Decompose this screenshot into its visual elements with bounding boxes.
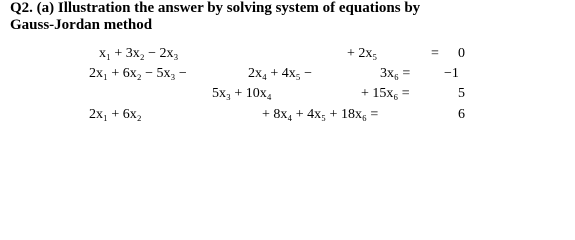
question-line-1: Q2. (a) Illustration the answer by solving system of equations by [10,0,421,16]
eq2-middle-terms: 2x₄ + 4x₅ − [248,66,313,81]
eq2-left-terms: 2x₁ + 6x₂ − 5x₃ − [89,66,187,81]
eq2-rhs: −1 [444,66,459,81]
eq4-middle-terms: + 8x₄ + 4x₅ + 18x₆ = [262,107,379,122]
eq1-equals: = [431,46,439,61]
eq4-rhs: 6 [458,107,465,122]
eq1-left-terms: x₁ + 3x₂ − 2x₃ [99,46,179,61]
eq3-left-terms: 5x₃ + 10x₄ [212,86,272,101]
eq1-x5-term: + 2x₅ [347,46,378,61]
eq1-rhs: 0 [458,46,465,61]
eq2-x6-term: 3x₆ = [380,66,411,81]
eq3-rhs: 5 [458,86,465,101]
eq4-left-terms: 2x₁ + 6x₂ [89,107,142,122]
question-line-2: Gauss-Jordan method [10,17,153,33]
eq3-x6-term: + 15x₆ = [361,86,410,101]
